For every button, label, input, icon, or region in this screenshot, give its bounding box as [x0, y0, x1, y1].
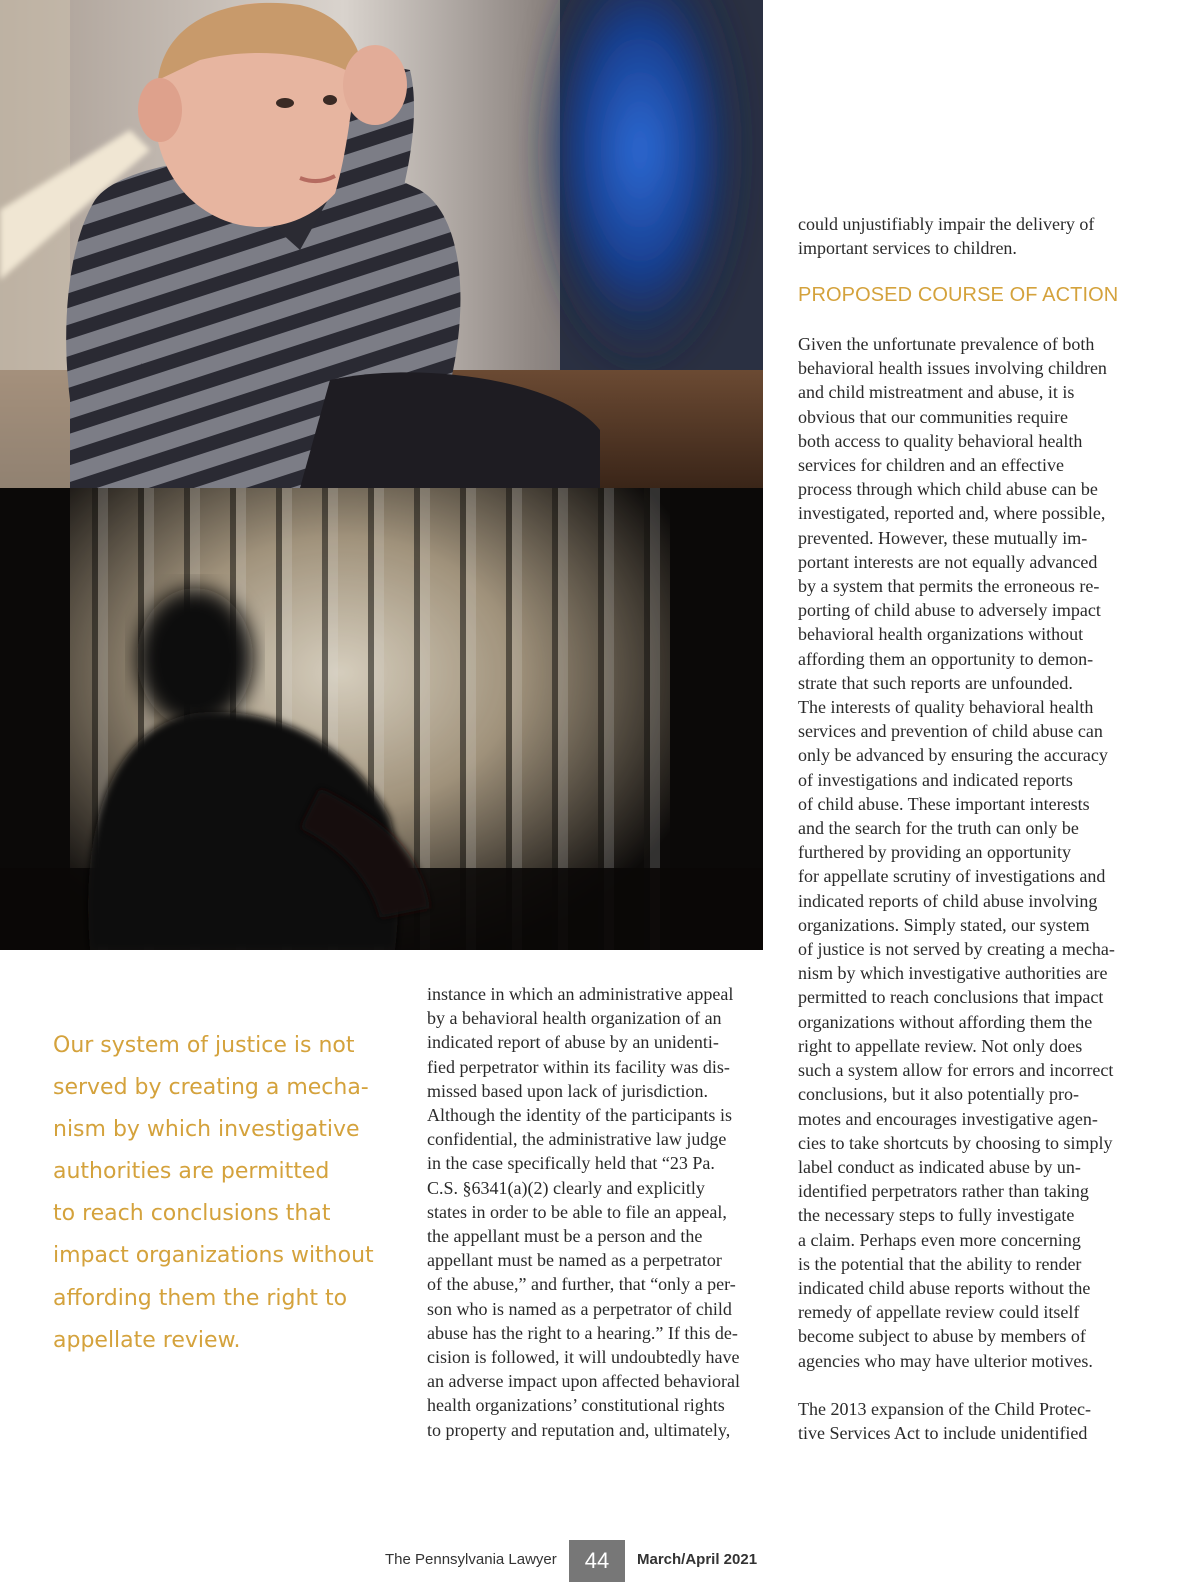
- text-line: the necessary steps to fully investigate: [798, 1205, 1075, 1226]
- text-line: states in order to be able to file an appeal,: [427, 1201, 727, 1222]
- pull-quote-line: to reach conclusions that: [53, 1201, 331, 1227]
- text-line: indicated report of abuse by an unidenti-: [427, 1032, 719, 1053]
- text-line: services for children and an effective: [798, 455, 1065, 476]
- text-line: an adverse impact upon affected behavioral: [427, 1371, 741, 1392]
- paragraph-gap: [798, 1373, 1158, 1397]
- text-line: investigated, reported and, where possible,: [798, 503, 1106, 524]
- pull-quote-line: affording them the right to: [53, 1285, 348, 1311]
- text-line: identified perpetrators rather than taking: [798, 1181, 1089, 1202]
- text-line: behavioral health issues involving children: [798, 358, 1107, 379]
- text-line: label conduct as indicated abuse by un-: [798, 1156, 1081, 1177]
- pull-quote-line: nism by which investigative: [53, 1117, 360, 1143]
- text-line: cision is followed, it will undoubtedly have: [427, 1347, 740, 1368]
- text-line: The 2013 expansion of the Child Protec-: [798, 1398, 1091, 1419]
- text-line: and child mistreatment and abuse, it is: [798, 382, 1075, 403]
- text-line: of the abuse,” and further, that “only a per-: [427, 1274, 736, 1295]
- text-line: is the potential that the ability to render: [798, 1253, 1082, 1274]
- pull-quote-line: Our system of justice is not: [53, 1033, 355, 1058]
- text-line: The interests of quality behavioral health: [798, 697, 1094, 718]
- text-line: conclusions, but it also potentially pro-: [798, 1084, 1079, 1105]
- text-line: of justice is not served by creating a mecha-: [798, 939, 1115, 960]
- right-column: [798, 212, 1158, 260]
- text-line: prevented. However, these mutually im-: [798, 527, 1088, 548]
- text-line: by a behavioral health organization of an: [427, 1008, 722, 1029]
- section-heading: PROPOSED COURSE OF ACTION: [798, 284, 1119, 306]
- text-line: fied perpetrator within its facility was dis-: [427, 1056, 730, 1077]
- text-line: could unjustifiably impair the delivery of: [798, 214, 1095, 234]
- text-line: missed based upon lack of jurisdiction.: [427, 1080, 708, 1101]
- text-line: C.S. §6341(a)(2) clearly and explicitly: [427, 1177, 705, 1198]
- text-line: process through which child abuse can be: [798, 479, 1098, 500]
- text-line: organizations without affording them the: [798, 1011, 1093, 1032]
- text-line: portant interests are not equally advanced: [798, 551, 1098, 572]
- text-line: permitted to reach conclusions that impact: [798, 987, 1104, 1008]
- text-line: appellant must be named as a perpetrator: [427, 1250, 722, 1271]
- text-line: instance in which an administrative appeal: [427, 984, 734, 1004]
- text-line: of child abuse. These important interests: [798, 793, 1090, 814]
- footer-publication: The Pennsylvania Lawyer: [385, 1551, 557, 1568]
- pull-quote-line: served by creating a mecha-: [53, 1075, 369, 1101]
- text-line: cies to take shortcuts by choosing to simply: [798, 1132, 1113, 1153]
- text-line: only be advanced by ensuring the accuracy: [798, 745, 1108, 766]
- middle-column: [427, 982, 772, 1442]
- text-line: obvious that our communities require: [798, 406, 1068, 427]
- photo-boy: [0, 0, 763, 488]
- photo-boy-illustration: [0, 0, 763, 488]
- text-line: furthered by providing an opportunity: [798, 842, 1071, 863]
- text-line: strate that such reports are unfounded.: [798, 672, 1073, 693]
- right-column-body: [798, 332, 1158, 1445]
- text-line: health organizations’ constitutional rights: [427, 1395, 725, 1416]
- text-line: services and prevention of child abuse can: [798, 721, 1103, 742]
- photo-silhouette-illustration: [0, 488, 763, 950]
- text-line: behavioral health organizations without: [798, 624, 1084, 645]
- text-line: of investigations and indicated reports: [798, 769, 1073, 790]
- pull-quote-line: appellate review.: [53, 1327, 241, 1353]
- text-line: tive Services Act to include unidentified: [798, 1422, 1088, 1443]
- pull-quote: [53, 1025, 374, 1362]
- text-line: Although the identity of the participants is: [427, 1105, 732, 1126]
- text-line: abuse has the right to a hearing.” If this de-: [427, 1322, 738, 1343]
- text-line: to property and reputation and, ultimately,: [427, 1419, 731, 1440]
- text-line: motes and encourages investigative agen-: [798, 1108, 1098, 1129]
- text-line: important services to children.: [798, 238, 1017, 259]
- footer-issue-date: March/April 2021: [637, 1551, 758, 1568]
- text-line: a claim. Perhaps even more concerning: [798, 1229, 1081, 1250]
- text-line: in the case specifically held that “23 Pa.: [427, 1153, 715, 1174]
- text-line: confidential, the administrative law judge: [427, 1129, 727, 1150]
- text-line: such a system allow for errors and incorrect: [798, 1060, 1114, 1081]
- text-line: agencies who may have ulterior motives.: [798, 1350, 1093, 1371]
- text-line: by a system that permits the erroneous re-: [798, 576, 1100, 597]
- text-line: affording them an opportunity to demon-: [798, 648, 1094, 669]
- text-line: nism by which investigative authorities are: [798, 963, 1108, 984]
- text-line: Given the unfortunate prevalence of both: [798, 334, 1095, 354]
- text-line: both access to quality behavioral health: [798, 430, 1083, 451]
- text-line: indicated reports of child abuse involving: [798, 890, 1098, 911]
- text-line: porting of child abuse to adversely impact: [798, 600, 1101, 621]
- text-line: organizations. Simply stated, our system: [798, 914, 1090, 935]
- page-number: 44: [569, 1540, 625, 1582]
- text-line: the appellant must be a person and the: [427, 1226, 703, 1247]
- pull-quote-line: authorities are permitted: [53, 1159, 330, 1185]
- text-line: and the search for the truth can only be: [798, 818, 1079, 839]
- photo-silhouette: [0, 488, 763, 950]
- pull-quote-line: impact organizations without: [53, 1243, 374, 1269]
- text-line: indicated child abuse reports without the: [798, 1277, 1091, 1298]
- text-line: right to appellate review. Not only does: [798, 1035, 1083, 1056]
- text-line: for appellate scrutiny of investigations and: [798, 866, 1106, 887]
- text-line: son who is named as a perpetrator of child: [427, 1298, 732, 1319]
- text-line: become subject to abuse by members of: [798, 1326, 1086, 1347]
- text-line: remedy of appellate review could itself: [798, 1302, 1080, 1323]
